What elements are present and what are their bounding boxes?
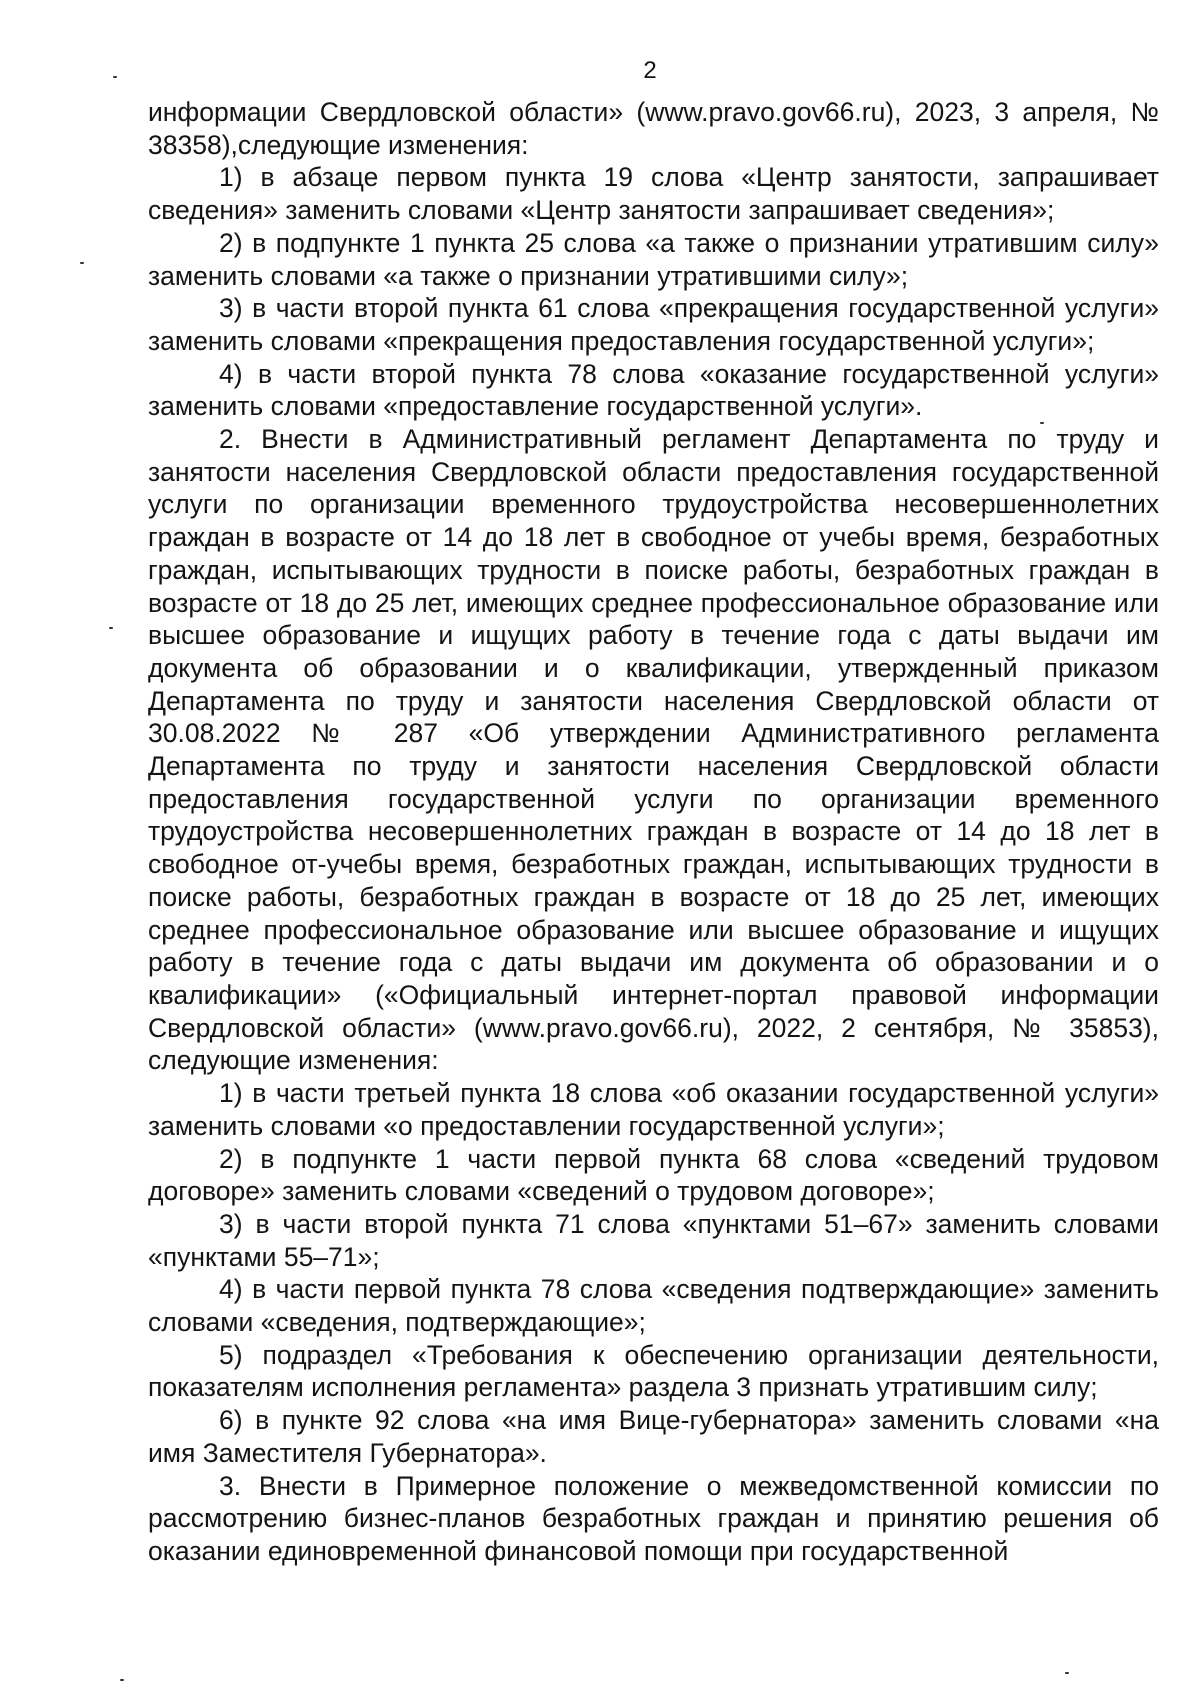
paragraph-item-2-5: 5) подраздел «Требования к обеспечению организации деятельности, показателям исполнения регламента» раздела 3 признать утратившим силу; [148,1339,1159,1403]
paragraph-item-1-2: 2) в подпункте 1 пункта 25 слова «а также о признании утратившим силу» заменить словами «а также о признании утратившими силу»; [148,227,1159,291]
scan-speck [113,76,117,78]
scan-speck [109,627,113,629]
paragraph-item-1-1: 1) в абзаце первом пункта 19 слова «Центр занятости, запрашивает сведения» заменить словами «Центр занятости запрашивает сведения»; [148,162,1159,226]
paragraph-continuation: информации Свердловской области» (www.pravo.gov66.ru), 2023, 3 апреля, № 38358),следующие изменения: [148,97,1159,160]
paragraph-item-2-4: 4) в части первой пункта 78 слова «сведения подтверждающие» заменить словами «сведения, подтверждающие»; [148,1274,1159,1338]
paragraph-item-2-6: 6) в пункте 92 слова «на имя Вице-губернатора» заменить словами «на имя Заместителя Губернатора». [148,1405,1159,1468]
paragraph-item-1-3: 3) в части второй пункта 61 слова «прекращения государственной услуги» заменить словами «прекращения предоставления государственной услуги»; [148,293,1159,356]
paragraph-item-2-1: 1) в части третьей пункта 18 слова «об оказании государственной услуги» заменить словами «о предоставлении государственной услуги»; [148,1078,1159,1141]
scan-speck [1040,422,1044,424]
paragraph-section-3: 3. Внести в Примерное положение о межведомственной комиссии по рассмотрению бизнес-планов безработных граждан и принятию решения об оказании единовременной финансовой помощи при государственной [148,1470,1159,1566]
scan-speck [120,1679,124,1681]
document-body [148,96,1159,1568]
paragraph-section-2: 2. Внести в Административный регламент Департамента по труду и занятости населения Свердловской области предоставления государственной услуги по организации временного трудоустройства несовершеннолетних граждан в возрасте от 14 до 18 лет в свободное от учебы время, безработных граждан, испытывающих трудности в поиске работы, безработных граждан в возрасте от 18 до 25 лет, имеющих среднее профессиональное образование или высшее образование и ищущих работу в течение года с даты выдачи им документа об образовании и о квалификации, утвержденный приказом Департамента по труду и занятости населения Свердловской области от 30.08.2022 № 287 «Об утверждении Административного регламента Департамента по труду и занятости населения Свердловской области предоставления государственной услуги по организации временного трудоустройства несовершеннолетних граждан в возрасте от 14 до 18 лет в свободное от-учебы время, безработных граждан, испытывающих трудности в поиске работы, безработных граждан в возрасте от 18 до 25 лет, имеющих среднее профессиональное образование или высшее образование и ищущих работу в течение года с даты выдачи им документа об образовании и о квалификации» («Официальный интернет-портал правовой информации Свердловской области» (www.pravo.gov66.ru), 2022, 2 сентября, № 35853), следующие изменения: [148,424,1159,1076]
scan-speck [1065,1672,1069,1674]
paragraph-item-1-4: 4) в части второй пункта 78 слова «оказание государственной услуги» заменить словами «предоставление государственной услуги». [148,358,1159,422]
scan-speck [80,262,84,264]
page-number: 2 [643,57,657,84]
paragraph-item-2-2: 2) в подпункте 1 части первой пункта 68 слова «сведений трудовом договоре» заменить словами «сведений о трудовом договоре»; [148,1143,1159,1207]
paragraph-item-2-3: 3) в части второй пункта 71 слова «пунктами 51–67» заменить словами «пунктами 55–71»; [148,1208,1159,1272]
